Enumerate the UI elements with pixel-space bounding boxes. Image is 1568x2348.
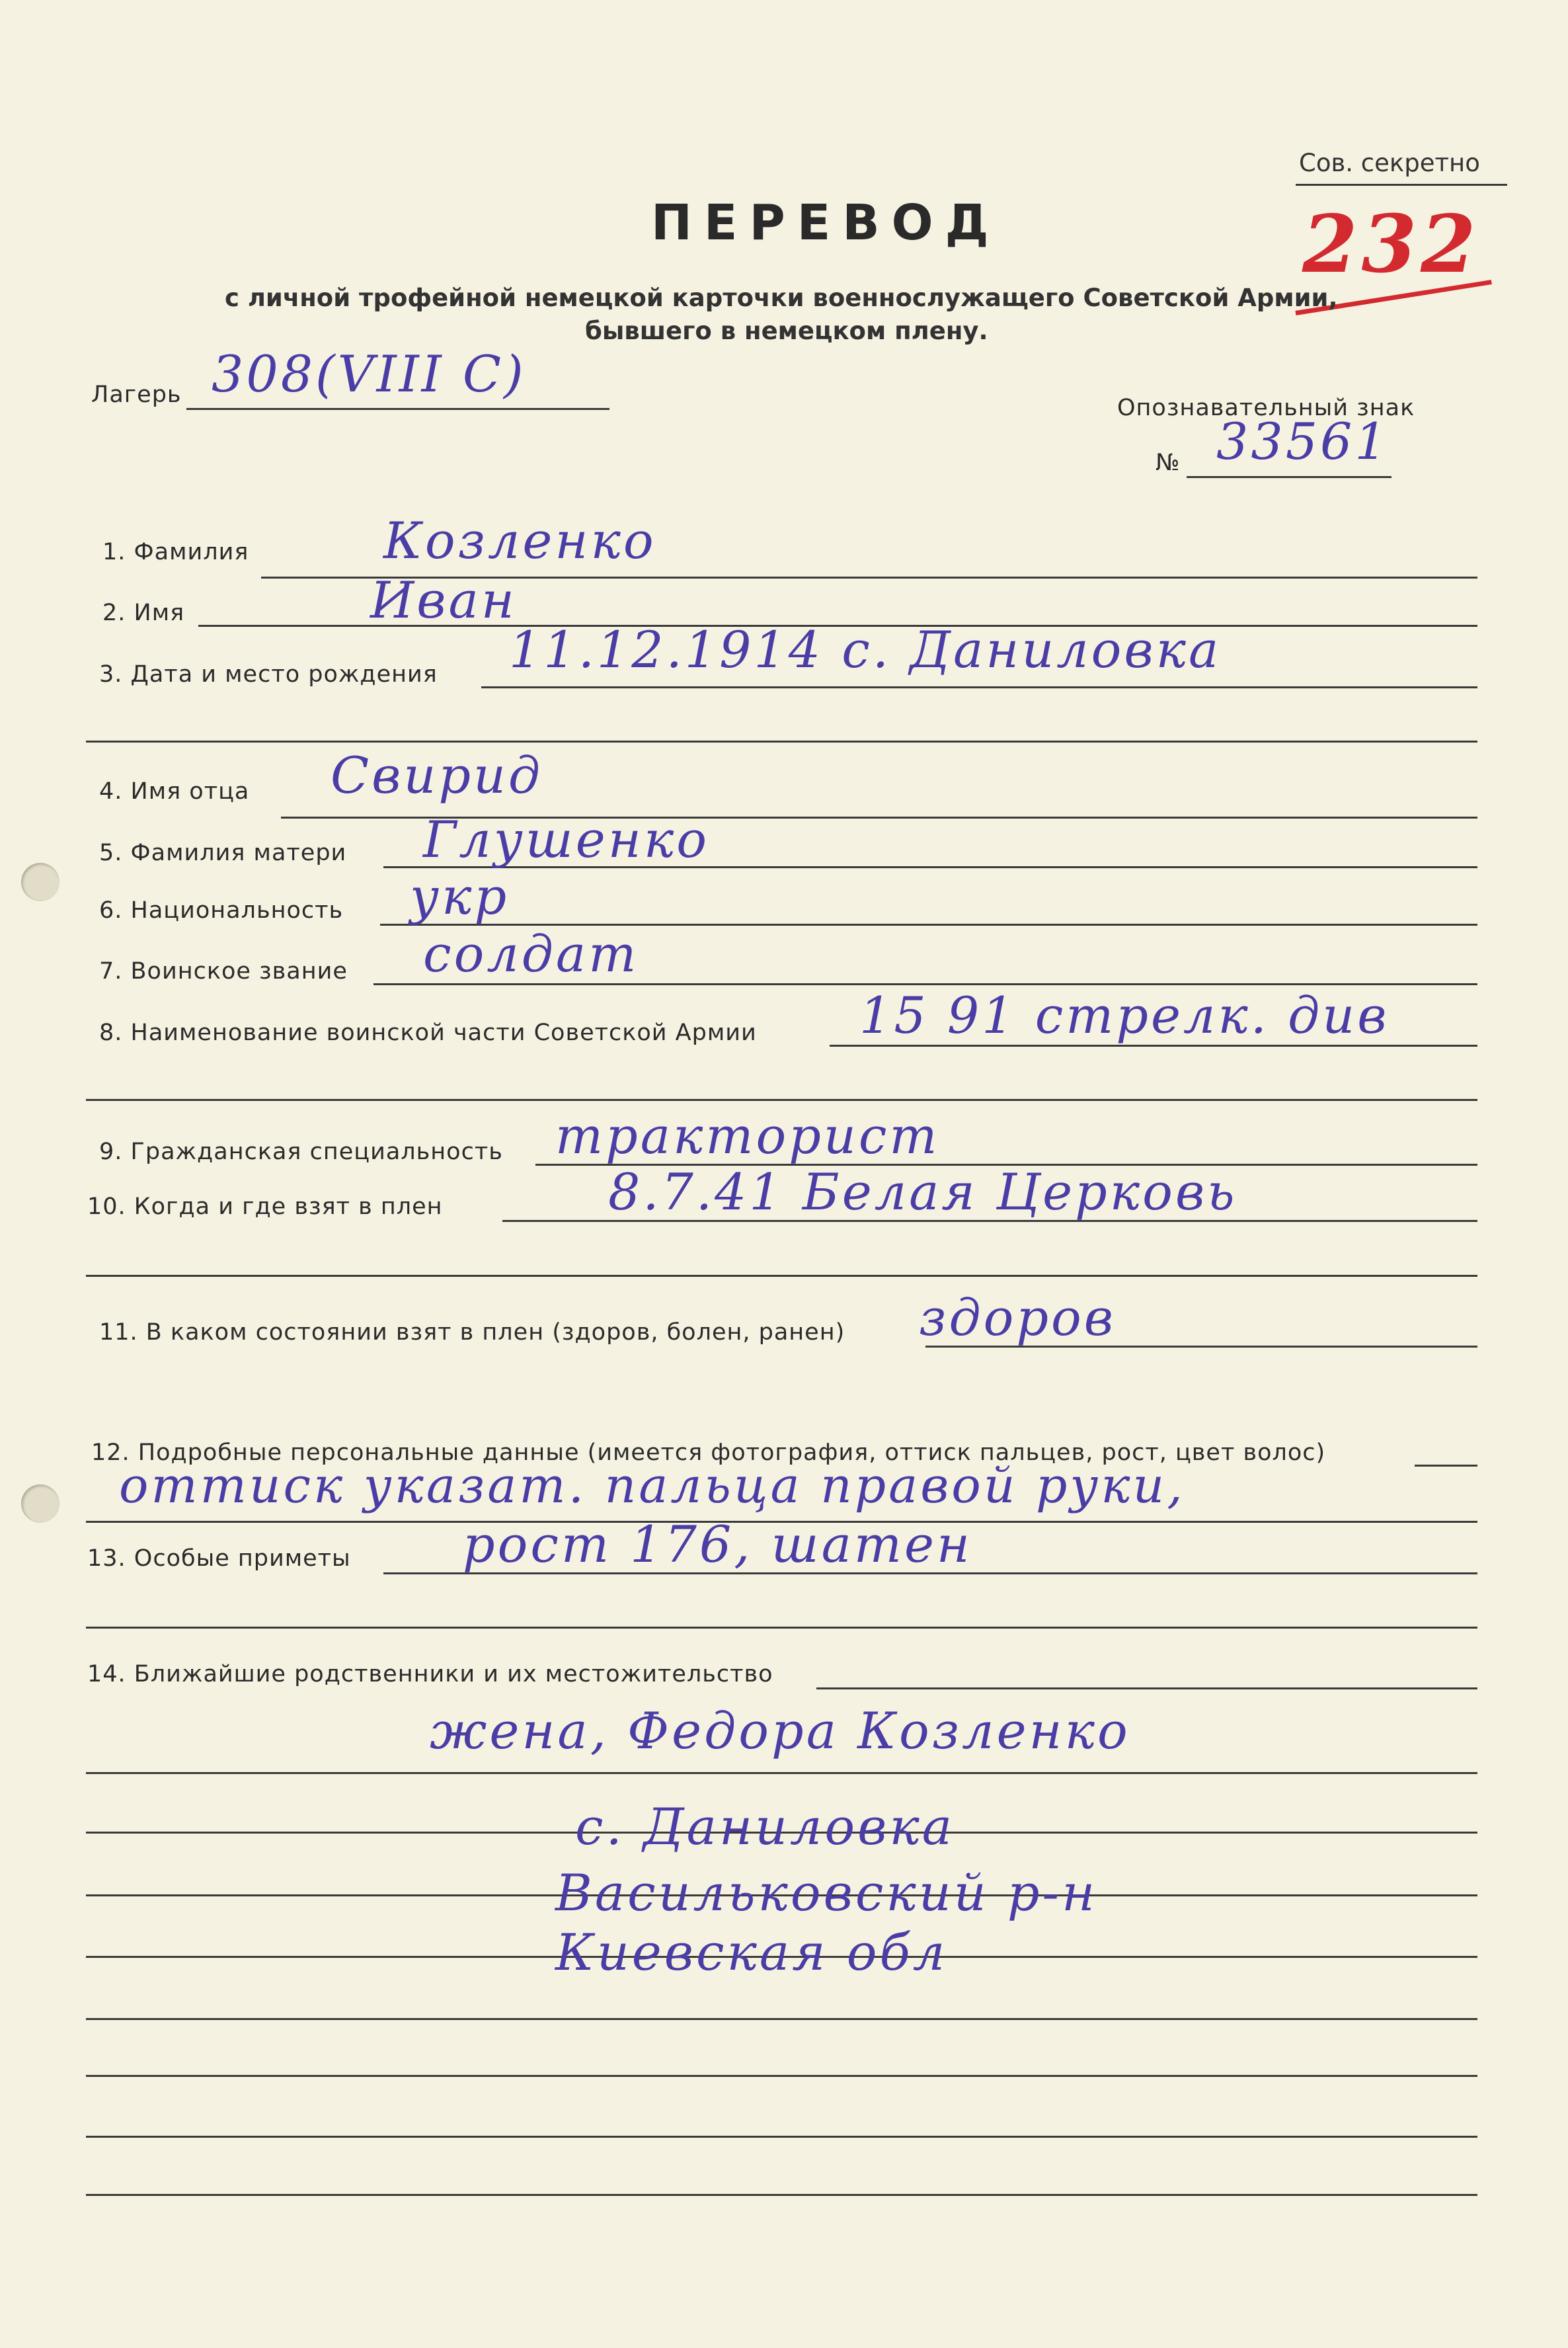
field-1-value: Козленко: [383, 511, 656, 570]
field-14-line-9: [86, 2194, 1477, 2196]
field-10-line-2: [86, 1275, 1477, 1277]
field-2-value: Иван: [370, 571, 517, 629]
field-9-value: тракторист: [555, 1106, 940, 1165]
field-2-label: 2. Имя: [102, 600, 185, 626]
field-5-value: Глушенко: [423, 810, 709, 869]
field-14-line-8: [86, 2136, 1477, 2138]
id-number-label: №: [1156, 450, 1181, 476]
field-14-line-6: [86, 2018, 1477, 2020]
id-number-value: 33561: [1216, 412, 1390, 471]
field-7-line: [373, 983, 1477, 985]
field-8-line-2: [86, 1099, 1477, 1101]
field-13-line-2: [86, 1627, 1477, 1629]
field-13-label: 13. Особые приметы: [87, 1545, 351, 1572]
field-11-label: 11. В каком состоянии взят в плен (здоров, болен, ранен): [99, 1319, 845, 1346]
field-14-label: 14. Ближайшие родственники и их местожительство: [87, 1661, 773, 1687]
field-14-value-line-4: Киевская обл: [555, 1923, 948, 1982]
classification-underline: [1296, 184, 1507, 186]
field-3-line: [481, 686, 1477, 688]
field-9-label: 9. Гражданская специальность: [99, 1139, 503, 1165]
field-3-label: 3. Дата и место рождения: [99, 661, 438, 688]
field-1-label: 1. Фамилия: [102, 539, 249, 565]
field-10-value: 8.7.41 Белая Церковь: [608, 1162, 1237, 1221]
field-7-value: солдат: [423, 924, 639, 983]
field-8-label: 8. Наименование воинской части Советской Армии: [99, 1020, 757, 1046]
field-11-value: здоров: [919, 1288, 1117, 1347]
field-6-value: укр: [410, 867, 510, 926]
camp-value: 308(VIII C): [212, 344, 526, 403]
field-14-value-line-3: Васильковский р-н: [555, 1863, 1098, 1922]
field-10-label: 10. Когда и где взят в плен: [87, 1194, 443, 1220]
page-title: ПЕРЕВОД: [651, 194, 1001, 251]
field-12-value: оттиск указат. пальца правой руки,: [119, 1457, 1185, 1514]
field-5-label: 5. Фамилия матери: [99, 840, 347, 866]
field-4-value: Свирид: [331, 746, 543, 805]
field-12-line: [1415, 1465, 1477, 1467]
id-tag-label: Опознавательный знак: [1117, 395, 1415, 421]
subtitle-line-2: бывшего в немецком плену.: [585, 317, 988, 345]
classification-label: Сов. секретно: [1299, 149, 1480, 177]
field-7-label: 7. Воинское звание: [99, 958, 348, 985]
field-3-value: 11.12.1914 с. Даниловка: [509, 620, 1222, 679]
field-8-line: [830, 1045, 1477, 1047]
field-13-value: рост 176, шатен: [463, 1515, 972, 1574]
field-14-value-line-1: жена, Федора Козленко: [430, 1701, 1130, 1760]
field-14-value-line-2: с. Даниловка: [575, 1797, 955, 1856]
field-14-line-7: [86, 2075, 1477, 2077]
punch-hole-lower: [21, 1484, 59, 1523]
id-number-line: [1187, 476, 1392, 478]
punch-hole-upper: [21, 863, 59, 901]
field-8-value: 15 91 стрелк. див: [859, 986, 1390, 1045]
field-14-line-2: [86, 1772, 1477, 1774]
camp-line: [186, 408, 609, 410]
field-3-line-2: [86, 741, 1477, 743]
field-12-label: 12. Подробные персональные данные (имеется фотография, оттиск пальцев, рост, цвет волос): [91, 1439, 1326, 1466]
field-14-line: [816, 1687, 1477, 1689]
stamp-number: 232: [1302, 198, 1480, 291]
subtitle-line-1: с личной трофейной немецкой карточки военнослужащего Советской Армии,: [225, 284, 1338, 312]
field-4-label: 4. Имя отца: [99, 778, 250, 805]
camp-label: Лагерь: [91, 382, 182, 408]
field-6-label: 6. Национальность: [99, 897, 344, 924]
